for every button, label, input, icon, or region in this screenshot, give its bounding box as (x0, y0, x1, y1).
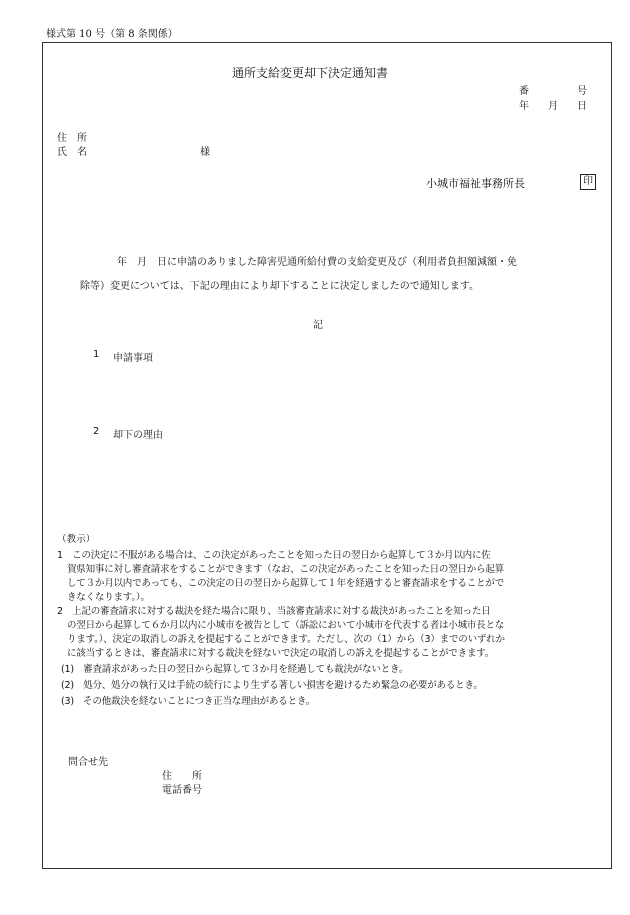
notice-p2-line: 2 上記の審査請求に対する裁決を経た場合に限り、当該審査請求に対する裁決があったことを知った日 (57, 606, 491, 617)
number-suffix: 号 (577, 86, 587, 97)
item-2-label: 却下の理由 (113, 430, 163, 441)
document-title: 通所支給変更却下決定通知書 (232, 66, 389, 80)
notice-p1-line: して３か月以内であっても、この決定の日の翌日から起算して１年を経過すると審査請求をすることがで (67, 578, 505, 589)
contact-label: 問合せ先 (68, 757, 108, 768)
notice-p1-line: きなくなります。）。 (67, 592, 150, 603)
notice-p2-line: の翌日から起算して６か月以内に小城市を被告として（訴訟において小城市を代表する者は小城市長とな (67, 620, 505, 631)
notice-p1-line: 賀県知事に対し審査請求をすることができます（なお、この決定があったことを知った日の翌日から起算 (67, 564, 505, 575)
ki-heading: 記 (313, 320, 323, 331)
notice-sub-item: (2) 処分、処分の執行又は手続の続行により生ずる著しい損害を避けるため緊急の必要があるとき。 (61, 680, 483, 691)
notice-sub-item: (3) その他裁決を経ないことにつき正当な理由があるとき。 (61, 696, 316, 707)
notice-p2-line: ります。）、決定の取消しの訴えを提起することができます。ただし、次の（1）から（3）までのいずれか (67, 634, 505, 645)
issuer-name: 小城市福祉事務所長 (426, 177, 525, 190)
name-label: 氏 名 (57, 147, 87, 158)
body-line-1: 年 月 日に申請のありました障害児通所給付費の支給変更及び（利用者負担額減額・免 (117, 257, 517, 268)
notice-p2-line: に該当するときは、審査請求に対する裁決を経ないで決定の取消しの訴えを提起することができます。 (67, 648, 495, 659)
notice-p1-line: 1 この決定に不服がある場合は、この決定があったことを知った日の翌日から起算して３か月以内に佐 (57, 550, 491, 561)
form-number: 様式第 10 号（第 8 条関係） (46, 29, 178, 40)
notice-heading: （教示） (57, 534, 96, 545)
number-label: 番 (519, 86, 529, 97)
address-label: 住 所 (57, 133, 87, 144)
body-line-2: 除等）変更については、下記の理由により却下することに決定しましたので通知します。 (80, 281, 479, 292)
contact-address-label: 住 所 (162, 771, 202, 782)
seal-mark: 印 (580, 174, 596, 190)
notice-sub-item: (1) 審査請求があった日の翌日から起算して３か月を経過しても裁決がないとき。 (61, 664, 409, 675)
date-year: 年 (519, 101, 529, 112)
item-1-label: 申請事項 (113, 353, 153, 364)
item-2-number: 2 (93, 426, 100, 437)
contact-phone-label: 電話番号 (162, 785, 202, 796)
date-day: 日 (577, 101, 587, 112)
date-month: 月 (548, 101, 558, 112)
item-1-number: 1 (93, 349, 100, 360)
form-frame (42, 42, 612, 869)
honorific: 様 (200, 147, 210, 158)
